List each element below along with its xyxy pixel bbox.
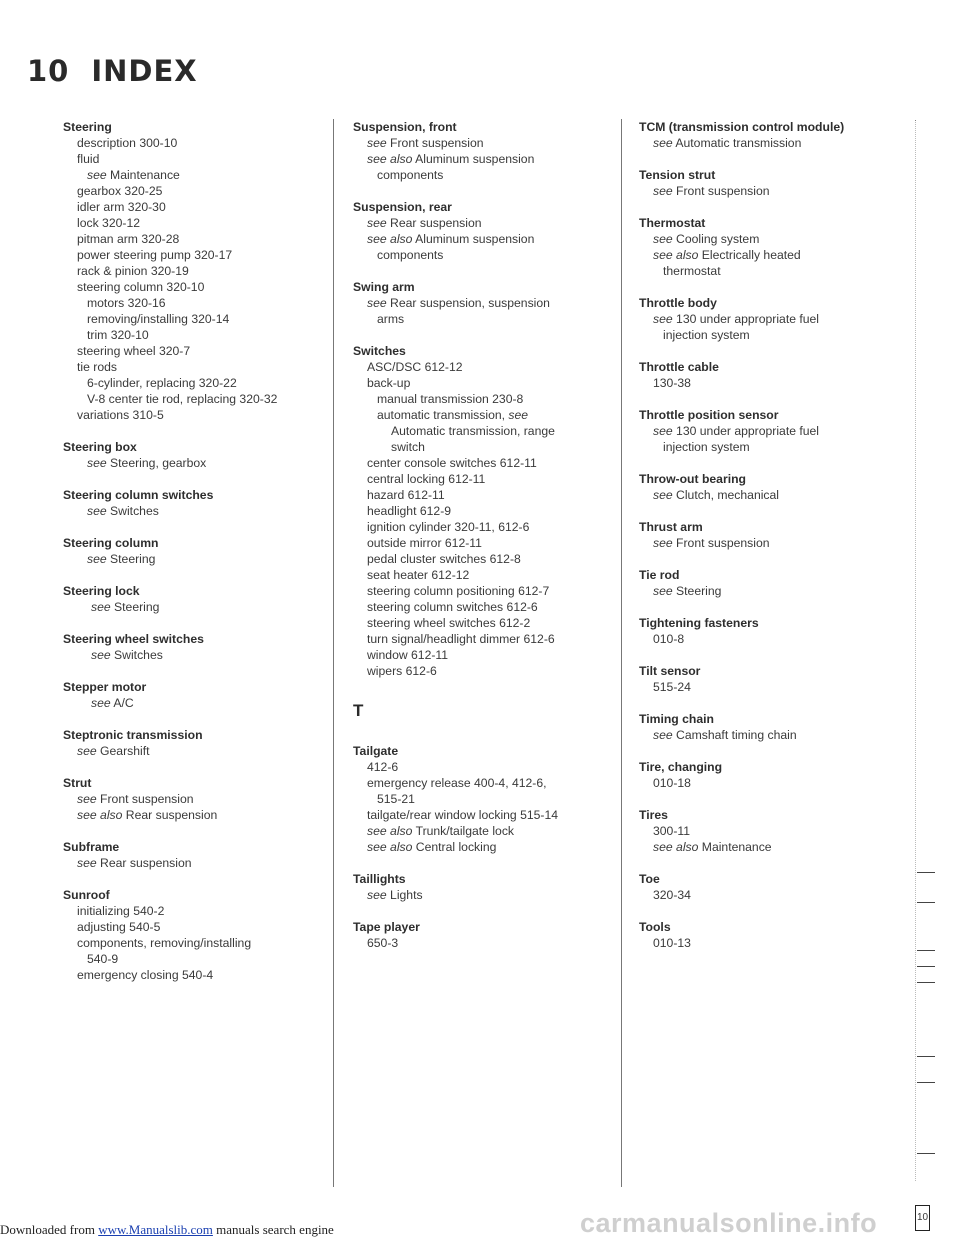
index-text: V-8 center tie rod, replacing 320-32: [87, 392, 278, 406]
index-text: see: [87, 552, 107, 566]
index-entry-taillights: [353, 871, 603, 903]
page-title: INDEX: [91, 54, 198, 88]
index-entry-throttle-position-sensor: [639, 407, 909, 455]
index-text: Rear suspension: [100, 856, 192, 870]
index-column-2: [353, 119, 603, 967]
index-text: Trunk/tailgate lock: [415, 824, 515, 838]
index-text: Switches: [110, 504, 159, 518]
thumb-index-marks: [905, 120, 935, 1180]
index-text: Throttle position sensor: [639, 408, 779, 422]
index-text: Electrically heated: [701, 248, 801, 262]
index-text: see also: [367, 152, 413, 166]
index-text: Strut: [63, 776, 92, 790]
index-entry-swing-arm: [353, 279, 603, 327]
index-text: rack & pinion 320-19: [77, 264, 189, 278]
index-entry-throttle-cable: [639, 359, 909, 391]
index-text: steering column switches 612-6: [367, 600, 538, 614]
index-entry-tire-changing: [639, 759, 909, 791]
index-entry-steering-column: [63, 535, 313, 567]
index-text: Thermostat: [639, 216, 706, 230]
thumb-tab-10: 10: [915, 1205, 930, 1231]
index-text: see: [91, 600, 111, 614]
index-text: back-up: [367, 376, 411, 390]
index-text: see: [77, 744, 97, 758]
index-entry-tape-player: [353, 919, 603, 951]
index-text: Tire, changing: [639, 760, 723, 774]
index-entry-steering-column-switches: [63, 487, 313, 519]
index-text: Steering, gearbox: [110, 456, 207, 470]
index-text: injection system: [663, 328, 750, 342]
index-text: Gearshift: [100, 744, 150, 758]
index-text: Aluminum suspension: [415, 232, 535, 246]
index-entry-switches: [353, 343, 603, 679]
index-entry-subframe: [63, 839, 313, 871]
index-entry-toe: [639, 871, 909, 903]
index-text: motors 320-16: [87, 296, 166, 310]
index-text: emergency closing 540-4: [77, 968, 214, 982]
index-text: steering column positioning 612-7: [367, 584, 550, 598]
index-text: 540-9: [87, 952, 119, 966]
index-entry-steering: [63, 119, 313, 423]
chapter-number: 10: [27, 54, 70, 88]
index-text: Maintenance: [110, 168, 180, 182]
index-text: hazard 612-11: [367, 488, 445, 502]
index-entry-steering-box: [63, 439, 313, 471]
index-text: Downloaded from: [0, 1222, 95, 1237]
index-text: Toe: [639, 872, 660, 886]
index-text: Tension strut: [639, 168, 716, 182]
index-entry-tilt-sensor: [639, 663, 909, 695]
index-text: steering wheel switches 612-2: [367, 616, 531, 630]
index-text: 300-11: [653, 824, 691, 838]
index-text: Automatic transmission: [675, 136, 802, 150]
index-text: 010-13: [653, 936, 691, 950]
index-entry-stepper-motor: [63, 679, 313, 711]
index-text: Front suspension: [100, 792, 194, 806]
index-text: Switches: [114, 648, 163, 662]
index-text: ASC/DSC 612-12: [367, 360, 463, 374]
index-text: Tape player: [353, 920, 420, 934]
index-text: ignition cylinder 320-11, 612-6: [367, 520, 530, 534]
index-text: Lights: [390, 888, 423, 902]
index-text: see: [653, 488, 673, 502]
index-text: Automatic transmission, range: [391, 424, 555, 438]
index-text: Steptronic transmission: [63, 728, 203, 742]
index-text: see: [87, 168, 107, 182]
index-text: components: [377, 168, 444, 182]
index-text: removing/installing 320-14: [87, 312, 230, 326]
index-text: steering column 320-10: [77, 280, 205, 294]
index-text: headlight 612-9: [367, 504, 452, 518]
index-text: Throttle body: [639, 296, 717, 310]
index-text: gearbox 320-25: [77, 184, 163, 198]
index-text: see: [77, 792, 97, 806]
index-text: Steering: [63, 120, 112, 134]
index-text: switch: [391, 440, 425, 454]
index-text: see: [653, 728, 673, 742]
index-text: pitman arm 320-28: [77, 232, 180, 246]
index-text: Thrust arm: [639, 520, 703, 534]
column-divider-2: [621, 119, 622, 1187]
index-text: tailgate/rear window locking 515-14: [367, 808, 559, 822]
page-header: [27, 54, 198, 88]
index-text: injection system: [663, 440, 750, 454]
index-text: Tightening fasteners: [639, 616, 759, 630]
index-entry-throw-out-bearing: [639, 471, 909, 503]
index-text: see: [653, 184, 673, 198]
index-text: Stepper motor: [63, 680, 147, 694]
index-text: components, removing/installing: [77, 936, 252, 950]
index-text: see: [508, 408, 529, 422]
index-entry-tools: [639, 919, 909, 951]
index-text: see: [653, 232, 673, 246]
index-text: Steering column: [63, 536, 159, 550]
download-footer: [0, 1222, 334, 1238]
index-entry-suspension-front: [353, 119, 603, 183]
index-text: Tailgate: [353, 744, 399, 758]
watermark: carmanualsonline.info: [580, 1208, 878, 1238]
index-text: see also: [367, 232, 413, 246]
index-entry-suspension-rear: [353, 199, 603, 263]
index-entry-timing-chain: [639, 711, 909, 743]
index-text: pedal cluster switches 612-8: [367, 552, 521, 566]
index-text: see also: [367, 824, 413, 838]
index-text: Clutch, mechanical: [676, 488, 780, 502]
index-text: Steering: [676, 584, 722, 598]
index-text: manuals search engine: [216, 1222, 334, 1237]
index-text: Tires: [639, 808, 668, 822]
index-text: 130 under appropriate fuel: [676, 312, 820, 326]
index-text: 650-3: [367, 936, 399, 950]
index-entry-tires: [639, 807, 909, 855]
index-text: 6-cylinder, replacing 320-22: [87, 376, 237, 390]
index-text: outside mirror 612-11: [367, 536, 482, 550]
index-text: Steering: [114, 600, 160, 614]
index-text: 412-6: [367, 760, 399, 774]
index-text: Maintenance: [701, 840, 772, 854]
index-text: Central locking: [415, 840, 497, 854]
index-text: Switches: [353, 344, 406, 358]
index-text: see: [653, 536, 673, 550]
index-text: Front suspension: [390, 136, 484, 150]
index-text: 130-38: [653, 376, 691, 390]
index-entry-tightening-fasteners: [639, 615, 909, 647]
index-text: trim 320-10: [87, 328, 149, 342]
index-text: Rear suspension, suspension: [390, 296, 550, 310]
index-text: variations 310-5: [77, 408, 164, 422]
index-text: 010-18: [653, 776, 691, 790]
index-text: Suspension, front: [353, 120, 457, 134]
index-text: Rear suspension: [125, 808, 218, 822]
index-text: see: [77, 856, 97, 870]
index-text: Timing chain: [639, 712, 714, 726]
index-text: Taillights: [353, 872, 406, 886]
index-text: thermostat: [663, 264, 721, 278]
index-text: Throw-out bearing: [639, 472, 746, 486]
index-text: lock 320-12: [77, 216, 141, 230]
index-text: Tools: [639, 920, 671, 934]
index-entry-tension-strut: [639, 167, 909, 199]
manualslib-link[interactable]: www.Manualslib.com: [98, 1222, 213, 1237]
index-text: 515-24: [653, 680, 691, 694]
index-text: Aluminum suspension: [415, 152, 535, 166]
index-text: see: [653, 584, 673, 598]
index-text: Steering box: [63, 440, 137, 454]
index-text: idler arm 320-30: [77, 200, 166, 214]
index-text: power steering pump 320-17: [77, 248, 233, 262]
index-text: Front suspension: [676, 184, 770, 198]
index-text: emergency release 400-4, 412-6,: [367, 776, 547, 790]
index-text: Camshaft timing chain: [676, 728, 797, 742]
index-text: Sunroof: [63, 888, 110, 902]
index-text: see: [91, 648, 111, 662]
index-text: Steering column switches: [63, 488, 214, 502]
index-text: center console switches 612-11: [367, 456, 537, 470]
index-text: 320-34: [653, 888, 691, 902]
index-entry-strut: [63, 775, 313, 823]
index-column-3: [639, 119, 909, 967]
index-entry-steering-lock: [63, 583, 313, 615]
index-entry-steering-wheel-switches: [63, 631, 313, 663]
index-text: Rear suspension: [390, 216, 482, 230]
index-text: seat heater 612-12: [367, 568, 470, 582]
index-text: TCM (transmission control module): [639, 120, 845, 134]
index-text: Tilt sensor: [639, 664, 701, 678]
index-text: description 300-10: [77, 136, 178, 150]
index-text: Throttle cable: [639, 360, 719, 374]
index-text: tie rods: [77, 360, 117, 374]
index-text: fluid: [77, 152, 100, 166]
index-text: see: [87, 504, 107, 518]
index-text: see: [653, 312, 673, 326]
column-divider-1: [333, 119, 334, 1187]
index-text: see: [653, 424, 673, 438]
index-entry-tie-rod: [639, 567, 909, 599]
index-text: Steering lock: [63, 584, 140, 598]
index-text: Front suspension: [676, 536, 770, 550]
index-text: Cooling system: [676, 232, 760, 246]
index-text: central locking 612-11: [367, 472, 486, 486]
index-text: turn signal/headlight dimmer 612-6: [367, 632, 555, 646]
index-text: see: [653, 136, 673, 150]
index-text: see also: [367, 840, 413, 854]
index-entry-tcm: [639, 119, 909, 151]
index-text: see also: [653, 248, 699, 262]
index-text: automatic transmission,: [377, 408, 506, 422]
index-entry-steptronic: [63, 727, 313, 759]
index-text: adjusting 540-5: [77, 920, 161, 934]
index-text: see: [87, 456, 107, 470]
index-column-1: [63, 119, 313, 999]
index-text: Swing arm: [353, 280, 415, 294]
index-text: see: [91, 696, 111, 710]
index-text: 130 under appropriate fuel: [676, 424, 820, 438]
index-text: wipers 612-6: [367, 664, 437, 678]
index-text: see also: [77, 808, 123, 822]
index-text: Steering wheel switches: [63, 632, 204, 646]
index-text: see: [367, 136, 387, 150]
index-entry-thermostat: [639, 215, 909, 279]
index-entry-throttle-body: [639, 295, 909, 343]
index-text: steering wheel 320-7: [77, 344, 191, 358]
index-text: A/C: [113, 696, 134, 710]
index-text: 010-8: [653, 632, 685, 646]
index-entry-thrust-arm: [639, 519, 909, 551]
index-text: manual transmission 230-8: [377, 392, 524, 406]
index-text: 515-21: [377, 792, 415, 806]
index-text: initializing 540-2: [77, 904, 165, 918]
index-text: see: [367, 296, 387, 310]
index-text: see: [367, 888, 387, 902]
index-text: arms: [377, 312, 405, 326]
index-text: Suspension, rear: [353, 200, 452, 214]
index-text: see also: [653, 840, 699, 854]
section-letter-t: T: [353, 701, 364, 720]
index-text: Tie rod: [639, 568, 680, 582]
index-text: window 612-11: [367, 648, 449, 662]
index-text: Subframe: [63, 840, 120, 854]
index-text: see: [367, 216, 387, 230]
index-entry-sunroof: [63, 887, 313, 983]
index-entry-tailgate: [353, 743, 603, 855]
index-text: components: [377, 248, 444, 262]
index-text: Steering: [110, 552, 156, 566]
